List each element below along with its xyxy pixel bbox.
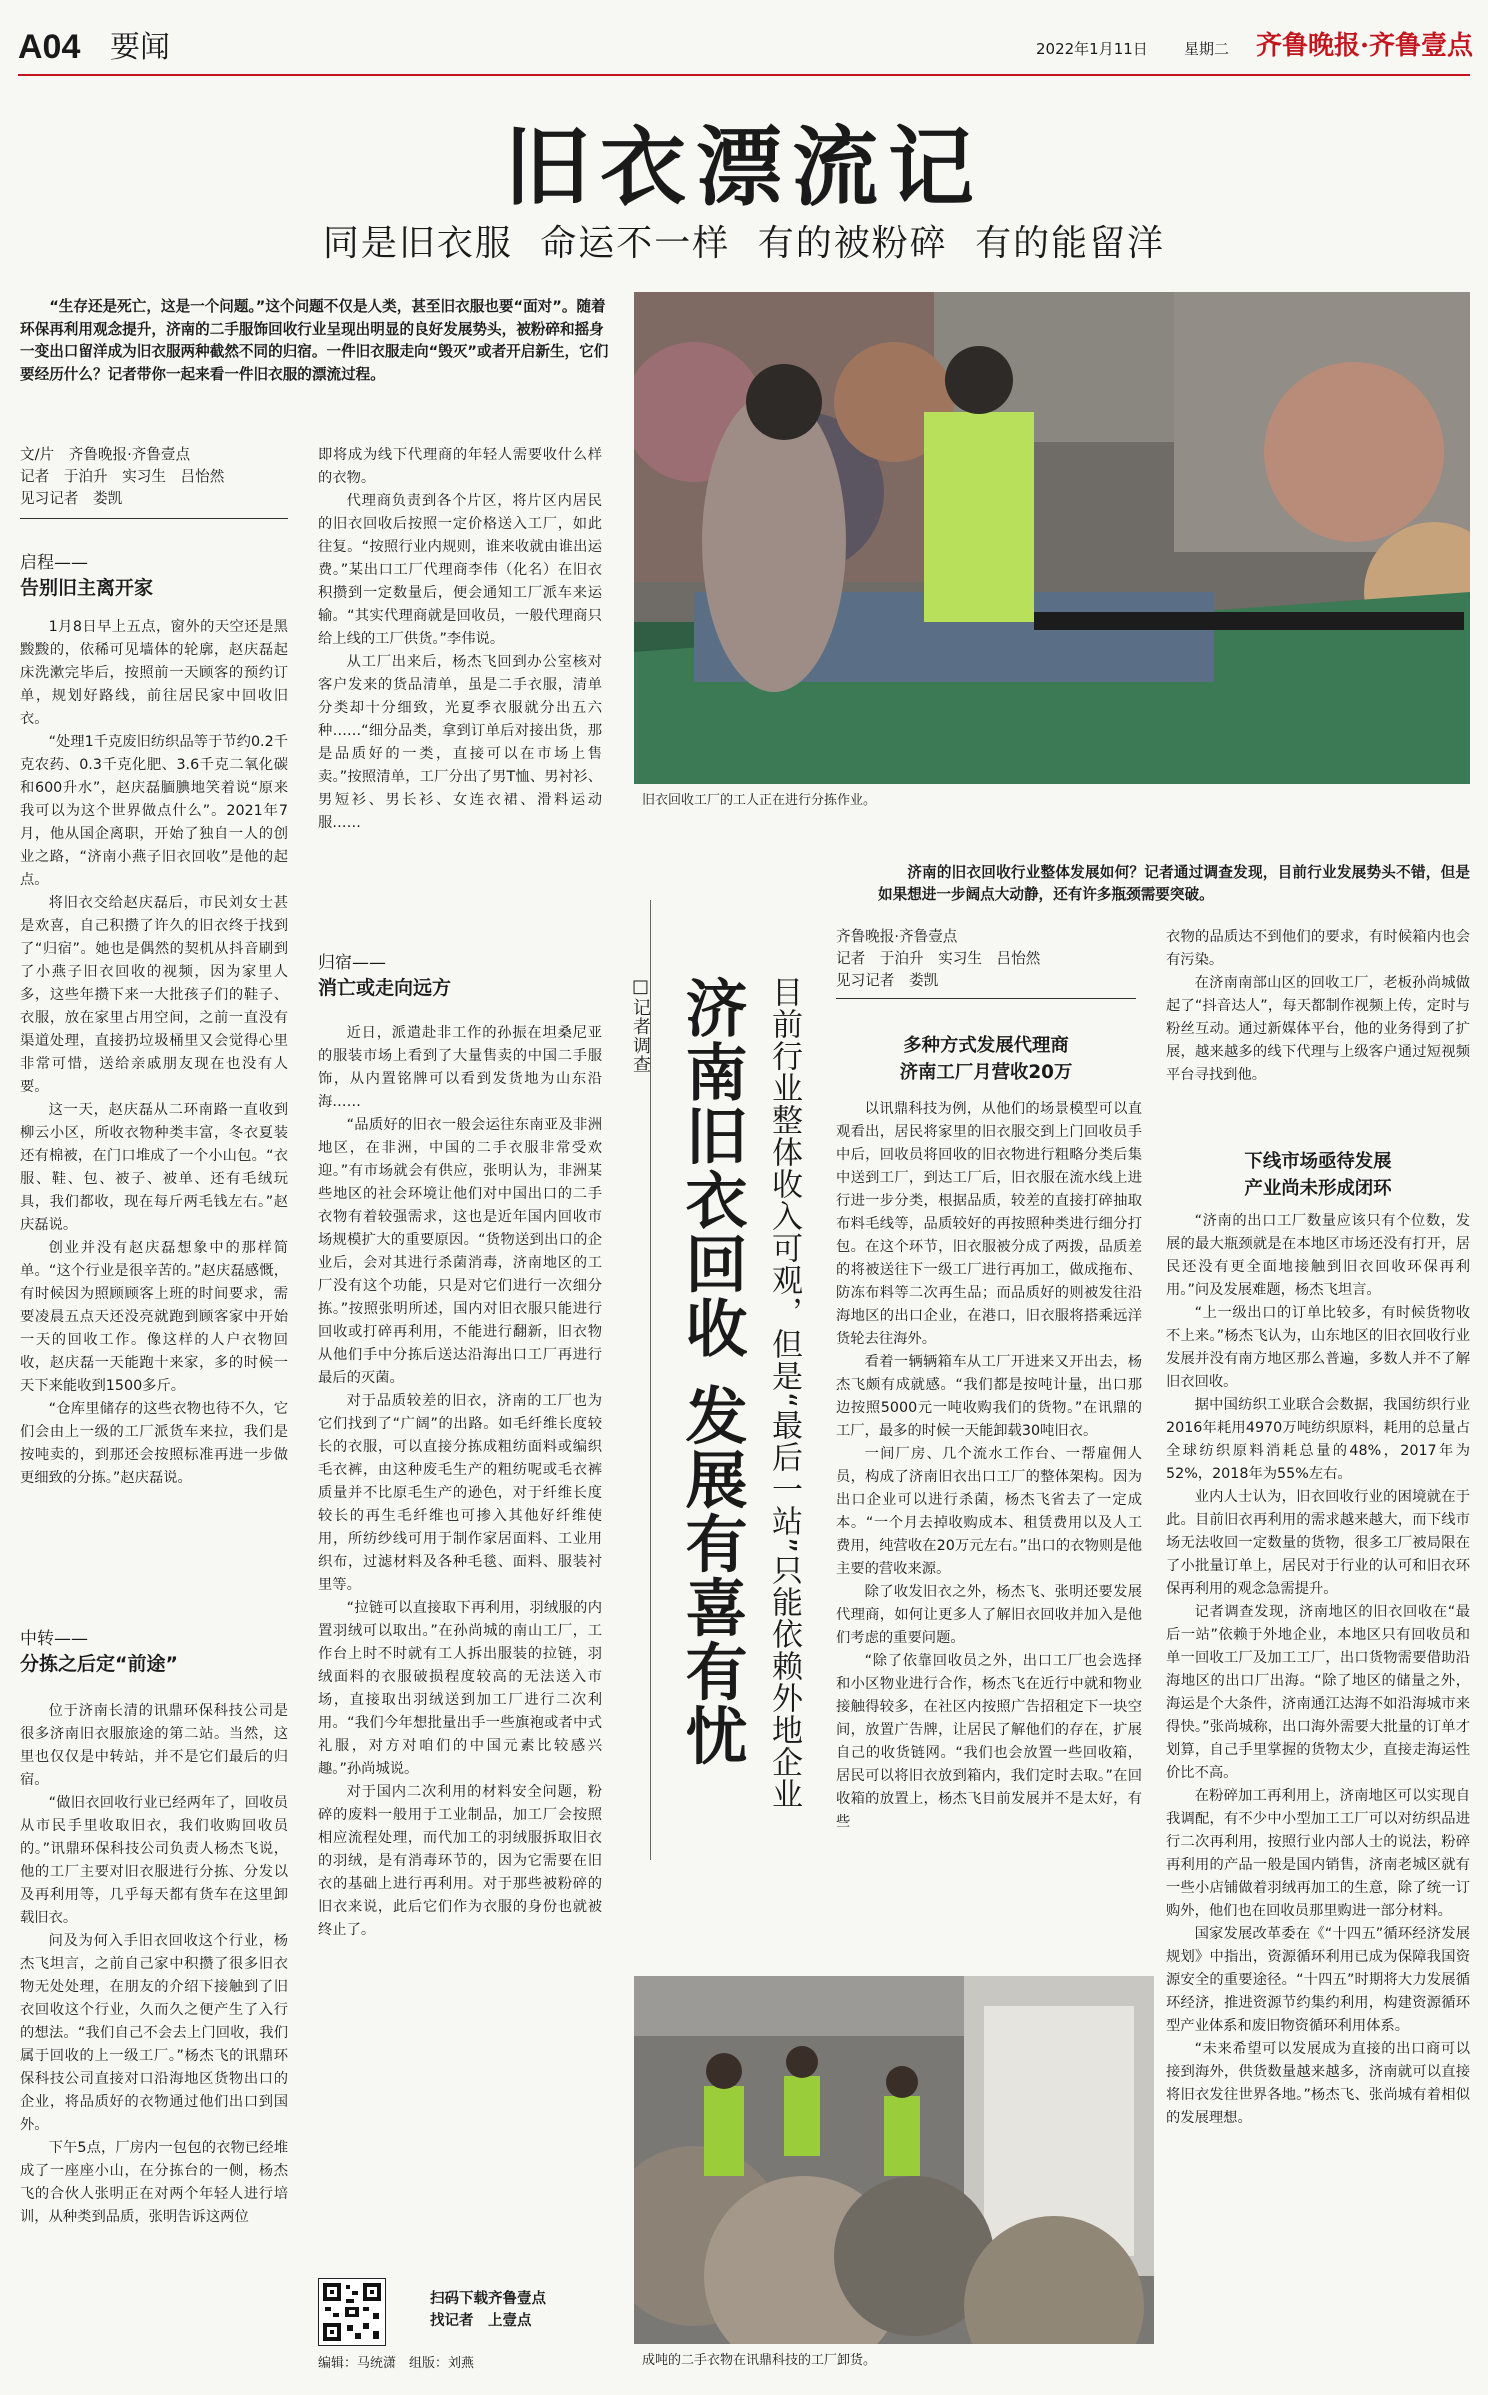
paragraph: “处理1千克废旧纺织品等于节约0.2千克农药、0.3千克化肥、3.6千克二氧化碳和600升水”，赵庆磊腼腆地笑着说“原来我可以为这个世界做点什么”。2021年7月，他从国企离职，开始了独自一人的创业之路，“济南小燕子旧衣回收”是他的起点。 (20, 734, 288, 888)
paragraph: 近日，派遣赴非工作的孙振在坦桑尼亚的服装市场上看到了大量售卖的中国二手服饰，从内置铭牌可以看到发货地为山东沿海…… (318, 1025, 602, 1110)
section-title-transit: 分拣之后定“前途” (20, 1653, 178, 1675)
paragraph: 国家发展改革委在《“十四五”循环经济发展规划》中指出，资源循环利用已成为保障我国资源安全的重要途径。“十四五”时期将大力发展循环经济，推进资源节约集约利用，构建资源循环型产业体系和废旧物资循环利用体系。 (1166, 1926, 1470, 2034)
story1-byline (20, 444, 290, 510)
editor-credit: 编辑：马统潇 组版：刘燕 (318, 2356, 475, 2371)
story2-intro (878, 862, 1470, 906)
qr-promo-line: 找记者 上壹点 (430, 2313, 532, 2329)
subhead-line: 产业尚未形成闭环 (1244, 1178, 1392, 1199)
qr-code-icon (319, 2279, 385, 2345)
story2-subheadline: 目前行业整体收入可观，但是“最后一站”只能依赖外地企业 (766, 976, 802, 1811)
issue-weekday: 星期二 (1184, 40, 1230, 58)
unloading-clothes-image (634, 1976, 1154, 2344)
paragraph: “拉链可以直接取下再利用，羽绒服的内置羽绒可以取出。”在孙尚城的南山工厂，工作台上时不时就有工人拆出服装的拉链，羽绒面料的衣服破损程度较高的无法送入市场，直接取出羽绒送到加工厂进行二次利用。“我们今年想批量出手一些旗袍或者中式礼服，对方对咱们的中国元素比较感兴趣。”孙尚城说。 (318, 1600, 602, 1777)
paragraph: 对于品质较差的旧衣，济南的工厂也为它们找到了“广阔”的出路。如毛纤维长度较长的衣服，可以直接分拣成粗纺面料或编织毛衣裤，由这种废毛生产的粗纺呢或毛衣裤质量并不比原毛生产的逊色，对于纤维长度较长的再生毛纤维也可掺入其他好纤维使用，所纺纱线可用于制作家居面料、工业用织布，过滤材料及各种毛毯、面料、服装衬里等。 (318, 1393, 602, 1593)
qr-code[interactable] (318, 2278, 386, 2346)
byline-line: 见习记者 娄凯 (20, 490, 123, 507)
lead-paragraph: “生存还是死亡，这是一个问题。”这个问题不仅是人类，甚至旧衣服也要“面对”。随着环保再利用观念提升，济南的二手服饰回收行业呈现出明显的良好发展势头，被粉碎和摇身一变出口留洋成为旧衣服两种截然不同的归宿。一件旧衣服走向“毁灭”或者开启新生，它们要经历什么？记者带你一起来看一件旧衣服的漂流过程。 (20, 298, 609, 383)
paragraph: “仓库里储存的这些衣物也待不久，它们会由上一级的工厂派货车来拉，我们是按吨卖的，到那还会按照标准再进一步做更细致的分拣。”赵庆磊说。 (20, 1401, 288, 1486)
paragraph: 1月8日早上五点，窗外的天空还是黑黢黢的，依稀可见墙体的轮廓，赵庆磊起床洗漱完毕后，按照前一天顾客的预约订单，规划好路线，前往居民家中回收旧衣。 (20, 619, 288, 727)
paragraph: “未来希望可以发展成为直接的出口商可以接到海外，供货数量越来越多，济南就可以直接将旧衣发往世界各地。”杨杰飞、张尚城有着相似的发展理想。 (1166, 2041, 1470, 2126)
section-label-departure: 启程—— (20, 553, 88, 573)
subhead-line: 济南工厂月营收20万 (899, 1062, 1073, 1083)
story2-column1 (836, 1098, 1142, 1834)
masthead (18, 28, 1474, 70)
story2-byline (836, 926, 1136, 992)
story1-column2-bottom (318, 1022, 602, 1942)
paragraph: “济南的出口工厂数量应该只有个位数，发展的最大瓶颈就是在本地区市场还没有打开，居民还没有更全面地接触到旧衣回收环保再利用。”问及发展难题，杨杰飞坦言。 (1166, 1213, 1470, 1298)
byline-line: 齐鲁晚报·齐鲁壹点 (836, 928, 958, 945)
story1-column2-top (318, 444, 602, 835)
section-label-destination: 归宿—— (318, 953, 386, 973)
paragraph: 这一天，赵庆磊从二环南路一直收到柳云小区，所收衣物种类丰富，冬衣夏装还有棉被，在门口堆成了一个小山包。“衣服、鞋、包、被子、被单、还有毛绒玩具，我们都收，现在每斤两毛钱左右。”赵庆磊说。 (20, 1102, 288, 1233)
paragraph: “上一级出口的订单比较多，有时候货物收不上来。”杨杰飞认为，山东地区的旧衣回收行业发展并没有南方地区那么普遍，多数人并不了解旧衣回收。 (1166, 1305, 1470, 1390)
paragraph: 一间厂房、几个流水工作台、一帮雇佣人员，构成了济南旧衣出口工厂的整体架构。因为出口企业可以进行杀菌，杨杰飞省去了一定成本。“一个月去掉收购成本、租赁费用以及人工费用，纯营收在20万元左右。”出口的衣物则是他主要的营收来源。 (836, 1446, 1142, 1577)
paragraph: 衣物的品质达不到他们的要求，有时候箱内也会有污染。 (1166, 929, 1470, 968)
paragraph: 业内人士认为，旧衣回收行业的困境就在于此。目前旧衣再利用的需求越来越大，而下线市场无法收回一定数量的货物，很多工厂被局限在了小批量订单上，居民对于行业的认可和旧衣环保再利用的观念急需提升。 (1166, 1489, 1470, 1597)
subhead-line: 多种方式发展代理商 (903, 1035, 1069, 1056)
paragraph: 在粉碎加工再利用上，济南地区可以实现自我调配，有不少中小型加工工厂可以对纺织品进行二次再利用，按照行业内部人士的说法，粉碎再利用的产品一般是国内销售，济南老城区就有一些小店铺做着羽绒再加工的生意，除了统一订购外，他们也在回收员那里购进一部分材料。 (1166, 1788, 1470, 1919)
paragraph: 在济南南部山区的回收工厂，老板孙尚城做起了“抖音达人”，每天都制作视频上传，定时与粉丝互动。通过新媒体平台，他的业务得到了扩展，越来越多的线下代理与上级客户通过短视频平台寻找到他。 (1166, 975, 1470, 1083)
paragraph: 对于国内二次利用的材料安全问题，粉碎的废料一般用于工业制品，加工厂会按照相应流程处理，而代加工的羽绒服拆取旧衣的羽绒，是有消毒环节的，因为它需要在旧衣的基础上进行再利用。对于那些被粉碎的旧衣来说，此后它们作为衣服的身份也就被终止了。 (318, 1784, 602, 1938)
issue-date: 2022年1月11日 (1036, 40, 1148, 58)
photo1-caption: 旧衣回收工厂的工人正在进行分拣作业。 (642, 793, 877, 808)
byline-line: 文/片 齐鲁晚报·齐鲁壹点 (20, 446, 191, 463)
story2-column2-top (1166, 926, 1470, 1087)
page-number: A04 (18, 28, 81, 66)
story-lead (20, 296, 616, 386)
story2-headline: 济南旧衣回收 发展有喜有忧 (675, 976, 748, 1768)
paragraph: 以讯鼎科技为例，从他们的场景模型可以直观看出，居民将家里的旧衣服交到上门回收员手中后，回收员将回收的旧衣物进行粗略分类后集中送到工厂，到达工厂后，旧衣服在流水线上进行进一步分类，根据品质，较差的直接打碎抽取布料毛线等，品质较好的再按照种类进行细分打包。在这个环节，旧衣服被分成了两拨，品质差的将被送往下一级工厂进行再加工，做成拖布、防冻布料等二次再生品；而品质好的则被发往沿海地区的出口企业，在港口，旧衣服将搭乘远洋货轮去往海外。 (836, 1101, 1142, 1347)
byline-line: 记者 于泊升 实习生 吕怡然 (20, 468, 225, 485)
section-title-departure: 告别旧主离开家 (20, 577, 154, 599)
qr-promo-line: 扫码下载齐鲁壹点 (430, 2291, 546, 2307)
paragraph: 记者调查发现，济南地区的旧衣回收在“最后一站”依赖于外地企业，本地区只有回收员和单一回收工厂及加工工厂，出口货物需要借助沿海地区的出口厂出海。“除了地区的储量之外，海运是个大条件，济南通江达海不如沿海城市来得快。”张尚城称，出口海外需要大批量的订单才划算，自己手里掌握的货物太少，直接走海运性价比不高。 (1166, 1604, 1470, 1781)
investigation-tag: □记者调查 (630, 976, 651, 1074)
paragraph: 据中国纺织工业联合会数据，我国纺织行业2016年耗用4970万吨纺织原料，耗用的总量占全球纺织原料消耗总量的48%，2017年为52%，2018年为55%左右。 (1166, 1397, 1470, 1482)
section-label-transit: 中转—— (20, 1629, 88, 1649)
sorting-workers-image (634, 292, 1470, 784)
paragraph: 创业并没有赵庆磊想象中的那样简单。“这个行业是很辛苦的。”赵庆磊感慨，有时候因为照顾顾客上班的时间要求，需要凌晨五点天还没亮就跑到顾客家中开始一天的回收工作。像这样的人户衣物回收，赵庆磊一天能跑十来家，多的时候一天下来能收到1500多斤。 (20, 1240, 288, 1394)
paragraph: “做旧衣回收行业已经两年了，回收员从市民手里收取旧衣，我们收购回收员的。”讯鼎环保科技公司负责人杨杰飞说，他的工厂主要对旧衣服进行分拣、分发以及再利用等，几乎每天都有货车在这里卸载旧衣。 (20, 1795, 288, 1926)
story1-column1-bottom (20, 1700, 288, 2229)
byline-line: 记者 于泊升 实习生 吕怡然 (836, 950, 1041, 967)
story2-column2-bottom (1166, 1210, 1470, 2130)
paragraph: “除了依靠回收员之外，出口工厂也会选择和小区物业进行合作，杨杰飞在近行中就和物业接触得较多，在社区内按照广告招租定下一块空间，放置广告牌，让居民了解他们的存在，扩展自己的收货链网。“我们也会放置一些回收箱，居民可以将旧衣放到箱内，我们定时去取。”在回收箱的放置上，杨杰飞目前发展并不是太好，有些 (836, 1653, 1142, 1830)
byline-rule (836, 998, 1136, 999)
paragraph: 下午5点，厂房内一包包的衣物已经堆成了一座座小山，在分拣台的一侧，杨杰飞的合伙人张明正在对两个年轻人进行培训，从种类到品质，张明告诉这两位 (20, 2140, 288, 2225)
qr-promo-text (430, 2288, 546, 2332)
paragraph: 位于济南长清的讯鼎环保科技公司是很多济南旧衣服旅途的第二站。当然，这里也仅仅是中转站，并不是它们最后的归宿。 (20, 1703, 288, 1788)
subhead-line: 下线市场亟待发展 (1244, 1151, 1392, 1172)
story1-column1-top (20, 616, 288, 1490)
masthead-divider (18, 74, 1470, 76)
intro-paragraph: 济南的旧衣回收行业整体发展如何？记者通过调查发现，目前行业发展势头不错，但是如果想进一步阔点大动静，还有许多瓶颈需要突破。 (878, 864, 1470, 903)
newspaper-logo: 齐鲁晚报·齐鲁壹点 (1256, 31, 1474, 61)
subhead-agents (836, 1032, 1136, 1086)
paragraph: 代理商负责到各个片区，将片区内居民的旧衣回收后按照一定价格送入工厂，如此往复。“按照行业内规则，谁来收就由谁出运费。”某出口工厂代理商李伟（化名）在旧衣积攒到一定数量后，便会通知工厂派车来运输。“其实代理商就是回收员，一般代理商只给上线的工厂供货。”李伟说。 (318, 493, 602, 647)
byline-line: 见习记者 娄凯 (836, 972, 939, 989)
paragraph: “品质好的旧衣一般会运往东南亚及非洲地区，在非洲，中国的二手衣服非常受欢迎。”有市场就会有供应，张明认为，非洲某些地区的社会环境让他们对中国出口的二手衣物有着较强需求，这也是近年国内回收市场规模扩大的重要原因。“货物送到出口的企业后，会对其进行杀菌消毒，济南地区的工厂没有这个功能，只是对它们进行一次细分拣。”按照张明所述，国内对旧衣服只能进行回收或打碎再利用，不能进行翻新，旧衣物从他们手中分拣后送达沿海出口工厂再进行最后的灭菌。 (318, 1117, 602, 1386)
byline-rule (20, 518, 288, 519)
paragraph: 将旧衣交给赵庆磊后，市民刘女士甚是欢喜，自己积攒了许久的旧衣终于找到了“归宿”。她也是偶然的契机从抖音刷到了小燕子旧衣回收的视频，因为家里人多，这些年攒下来一大批孩子们的鞋子、衣服，放在家里占用空间，之前一直没有渠道处理，直接扔垃圾桶里又会觉得心里非常可惜，送给亲戚朋友现在也没有人要。 (20, 895, 288, 1095)
paragraph: 从工厂出来后，杨杰飞回到办公室核对客户发来的货品清单，虽是二手衣服，清单分类却十分细致，光夏季衣服就分出五六种……“细分品类，拿到订单后对接出货，那是品质好的一类，直接可以在市场上售卖。”按照清单，工厂分出了男T恤、男衬衫、男短衫、男长衫、女连衣裙、滑料运动服…… (318, 654, 602, 831)
subhead-market (1166, 1148, 1470, 1202)
main-subheadline: 同是旧衣服 命运不一样 有的被粉碎 有的能留洋 (322, 223, 1166, 264)
paragraph: 除了收发旧衣之外，杨杰飞、张明还要发展代理商，如何让更多人了解旧衣回收并加入是他们考虑的重要问题。 (836, 1584, 1142, 1646)
unloading-clothes-photo (634, 1976, 1154, 2344)
paragraph: 问及为何入手旧衣回收这个行业，杨杰飞坦言，之前自己家中积攒了很多旧衣物无处处理，在朋友的介绍下接触到了旧衣回收这个行业，久而久之便产生了入行的想法。“我们自己不会去上门回收，我们属于回收的上一级工厂。”杨杰飞的讯鼎环保科技公司直接对口沿海地区货物出口的企业，将品质好的衣物通过他们出口到国外。 (20, 1933, 288, 2133)
story2-divider (650, 900, 651, 1860)
photo2-caption: 成吨的二手衣物在讯鼎科技的工厂卸货。 (642, 2353, 877, 2368)
paragraph: 即将成为线下代理商的年轻人需要收什么样的衣物。 (318, 447, 602, 486)
section-title-destination: 消亡或走向远方 (318, 977, 452, 999)
main-headline: 旧衣漂流记 (504, 117, 984, 218)
paragraph: 看着一辆辆箱车从工厂开进来又开出去，杨杰飞颇有成就感。“我们都是按吨计量，出口那边按照5000元一吨收购我们的货物。”在讯鼎的工厂，最多的时候一天能卸载30吨旧衣。 (836, 1354, 1142, 1439)
sorting-workers-photo (634, 292, 1470, 784)
section-name: 要闻 (110, 30, 170, 65)
